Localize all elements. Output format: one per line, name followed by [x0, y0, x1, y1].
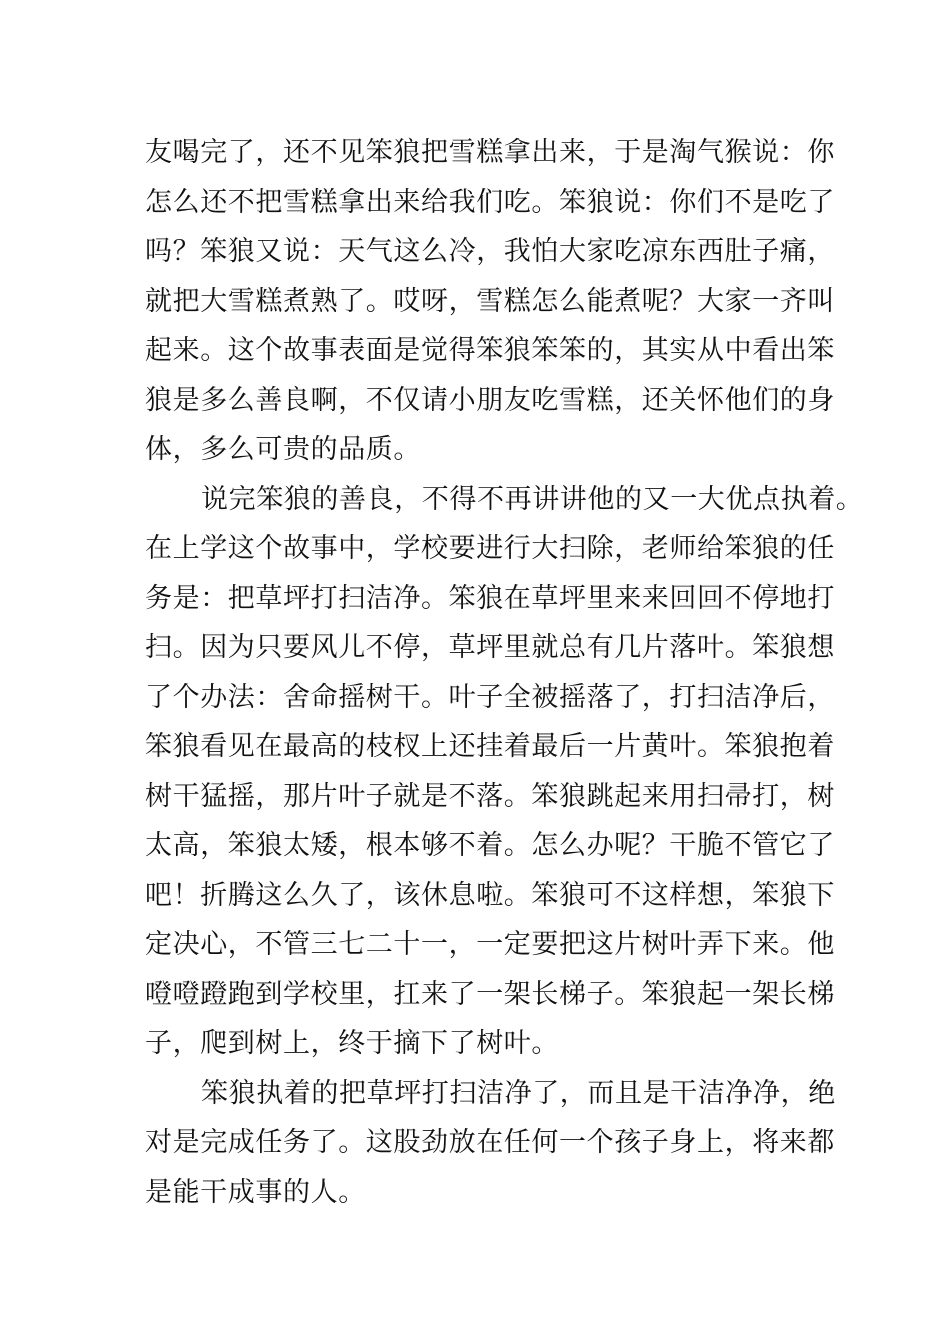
text-line: 是能干成事的人。: [145, 1176, 366, 1208]
paragraph-conclusion: [145, 1069, 836, 1218]
text-line: 定决心，不管三七二十一，一定要把这片树叶弄下来。他: [145, 929, 835, 960]
paragraph-kindness-story: [145, 128, 835, 475]
text-line: 太高，笨狼太矮，根本够不着。怎么办呢？干脆不管它了: [145, 830, 835, 861]
text-line: 体，多么可贵的品质。: [145, 434, 421, 465]
text-line: 子，爬到树上，终于摘下了树叶。: [145, 1028, 559, 1059]
text-line: 起来。这个故事表面是觉得笨狼笨笨的，其实从中看出笨: [145, 335, 835, 366]
text-line: 了个办法：舍命摇树干。叶子全被摇落了，打扫洁净后，: [145, 681, 835, 713]
document-body: [145, 128, 864, 1217]
text-line: 笨狼看见在最高的枝杈上还挂着最后一片黄叶。笨狼抱着: [145, 731, 835, 762]
text-line-first-indented: 说完笨狼的善良，不得不再讲讲他的又一大优点执着。: [201, 483, 864, 515]
text-line: 友喝完了，还不见笨狼把雪糕拿出来，于是淘气猴说：你: [145, 137, 835, 168]
text-line: 狼是多么善良啊，不仅请小朋友吃雪糕，还关怀他们的身: [145, 384, 835, 416]
text-line: 就把大雪糕煮熟了。哎呀，雪糕怎么能煮呢？大家一齐叫: [145, 285, 835, 317]
text-line: 在上学这个故事中，学校要进行大扫除，老师给笨狼的任: [145, 533, 835, 564]
text-line: 扫。因为只要风儿不停，草坪里就总有几片落叶。笨狼想: [145, 632, 835, 663]
text-line: 噔噔蹬跑到学校里，扛来了一架长梯子。笨狼起一架长梯: [145, 978, 835, 1010]
text-line: 吗？笨狼又说：天气这么冷，我怕大家吃凉东西肚子痛，: [145, 236, 835, 267]
text-line-first-indented: 笨狼执着的把草坪打扫洁净了，而且是干洁净净，绝: [201, 1077, 836, 1109]
text-line: 怎么还不把雪糕拿出来给我们吃。笨狼说：你们不是吃了: [145, 186, 835, 218]
text-line: 务是：把草坪打扫洁净。笨狼在草坪里来来回回不停地打: [145, 582, 835, 614]
text-line: 吧！折腾这么久了，该休息啦。笨狼可不这样想，笨狼下: [145, 879, 835, 911]
paragraph-persistence-story: [145, 475, 864, 1069]
text-line: 树干猛摇，那片叶子就是不落。笨狼跳起来用扫帚打，树: [145, 780, 835, 812]
text-line: 对是完成任务了。这股劲放在任何一个孩子身上，将来都: [145, 1127, 835, 1158]
